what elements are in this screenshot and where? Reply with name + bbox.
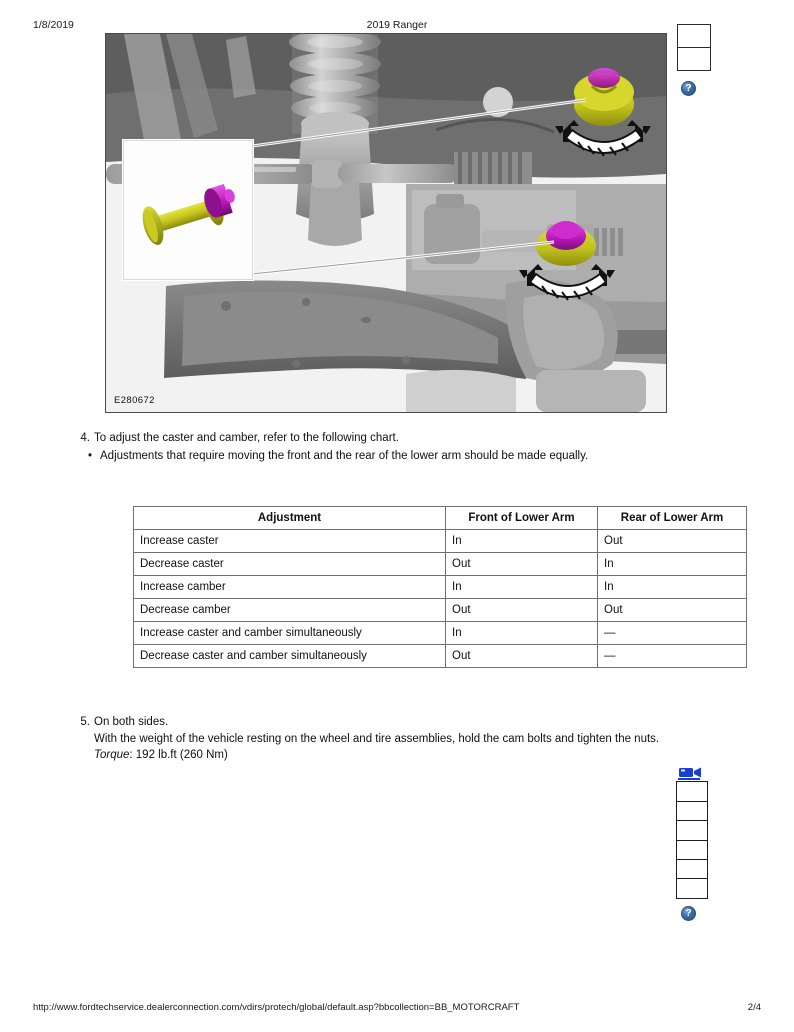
column-header-front: Front of Lower Arm (446, 507, 598, 530)
table-row (134, 530, 747, 553)
table-row (134, 645, 747, 668)
step-5-number: 5. (80, 716, 90, 728)
footer-url[interactable]: http://www.fordtechservice.dealerconnection.com/vdirs/protech/global/default.asp?bbcollection=BB_MOTORCRAFT (33, 1002, 520, 1013)
cell-adjustment: Increase camber (134, 576, 446, 599)
step-4-text: To adjust the caster and camber, refer to the following chart. (94, 432, 399, 444)
caster-camber-adjustment-table (133, 506, 747, 668)
step-4-bullet (88, 448, 772, 465)
cell-rear: Out (598, 530, 747, 553)
figure-code: E280672 (114, 395, 155, 406)
bottom-widget-box[interactable] (676, 820, 708, 841)
cell-front: Out (446, 553, 598, 576)
cell-front: Out (446, 599, 598, 622)
cell-rear: — (598, 622, 747, 645)
step-4-bullet-text: Adjustments that require moving the front and the rear of the lower arm should be made equally. (100, 449, 589, 462)
cell-adjustment: Increase caster and camber simultaneously (134, 622, 446, 645)
cell-adjustment: Decrease camber (134, 599, 446, 622)
table-row (134, 553, 747, 576)
column-header-rear: Rear of Lower Arm (598, 507, 747, 530)
header-date: 1/8/2019 (33, 19, 74, 31)
cell-adjustment: Increase caster (134, 530, 446, 553)
bullet-icon: • (88, 449, 93, 462)
help-icon[interactable]: ? (681, 81, 696, 96)
suspension-illustration (105, 33, 667, 413)
step-4-number: 4. (80, 432, 90, 444)
table-row (134, 599, 747, 622)
cell-rear: — (598, 645, 747, 668)
bottom-widget-box[interactable] (676, 781, 708, 802)
cell-front: In (446, 530, 598, 553)
bottom-widget-box[interactable] (676, 840, 708, 861)
video-camera-icon[interactable] (678, 766, 704, 780)
bottom-widget-stack (676, 783, 708, 899)
column-header-adjustment: Adjustment (134, 507, 446, 530)
page-header (0, 19, 794, 33)
bottom-widget-box[interactable] (676, 801, 708, 822)
table-row (134, 576, 747, 599)
table-row (134, 622, 747, 645)
cell-front: Out (446, 645, 598, 668)
cell-rear: In (598, 576, 747, 599)
step-5-torque (94, 747, 772, 764)
torque-label: Torque (94, 749, 130, 761)
cell-rear: Out (598, 599, 747, 622)
cell-adjustment: Decrease caster and camber simultaneously (134, 645, 446, 668)
header-title: 2019 Ranger (366, 19, 428, 31)
step-5-line-2: With the weight of the vehicle resting on the wheel and tire assemblies, hold the cam bolts and tighten the nuts. (94, 732, 660, 745)
step-5-line-1: On both sides. (94, 716, 169, 728)
top-widget-box[interactable] (677, 24, 711, 48)
page-footer (0, 1002, 794, 1016)
footer-page-number: 2/4 (747, 1002, 761, 1013)
cam-bolt-detail-inset (123, 140, 253, 280)
cell-front: In (446, 622, 598, 645)
cell-rear: In (598, 553, 747, 576)
cell-front: In (446, 576, 598, 599)
top-widget-box[interactable] (677, 47, 711, 71)
top-widget-stack (677, 26, 711, 71)
help-icon[interactable]: ? (681, 906, 696, 921)
step-4 (72, 430, 772, 464)
step-5 (72, 714, 772, 764)
bottom-widget-box[interactable] (676, 859, 708, 880)
cam-bolt-detail-graphic (124, 141, 252, 279)
torque-value: : 192 lb.ft (260 Nm) (129, 749, 228, 761)
table-header-row (134, 507, 747, 530)
bottom-widget-box[interactable] (676, 878, 708, 899)
cell-adjustment: Decrease caster (134, 553, 446, 576)
